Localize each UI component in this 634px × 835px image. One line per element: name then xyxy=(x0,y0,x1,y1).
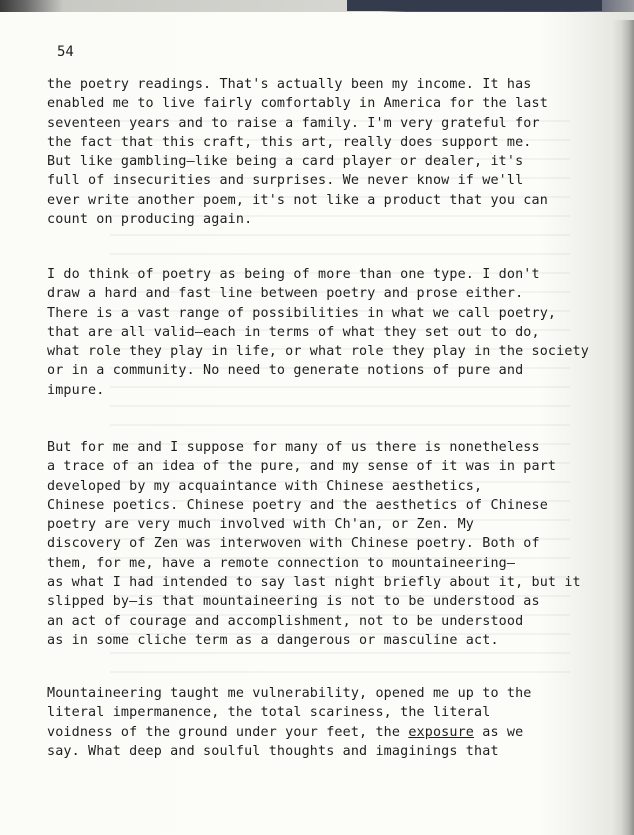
text-line: or in a community. No need to generate notions of pure and xyxy=(47,363,524,379)
text-segment: as we xyxy=(474,724,524,740)
text-line: as what I had intended to say last night briefly about it, but it xyxy=(47,575,581,591)
text-line-with-underline xyxy=(47,723,587,742)
text-line: an act of courage and accomplishment, not to be understood xyxy=(47,613,524,629)
paragraph-4 xyxy=(47,684,587,761)
text-line: say. What deep and soulful thoughts and imaginings that xyxy=(47,743,499,759)
text-line: a trace of an idea of the pure, and my sense of it was in part xyxy=(47,459,557,475)
text-line: the fact that this craft, this art, really does support me. xyxy=(47,134,532,150)
text-line: discovery of Zen was interwoven with Chinese poetry. Both of xyxy=(47,536,540,552)
text-line: as in some cliche term as a dangerous or masculine act. xyxy=(47,632,499,648)
text-line: developed by my acquaintance with Chinese aesthetics, xyxy=(47,478,483,494)
text-line: But like gambling—like being a card player or dealer, it's xyxy=(47,154,524,170)
text-line: full of insecurities and surprises. We never know if we'll xyxy=(47,173,524,189)
text-line: slipped by—is that mountaineering is not to be understood as xyxy=(47,594,540,610)
text-line: Mountaineering taught me vulnerability, opened me up to the xyxy=(47,686,532,701)
text-line: Chinese poetics. Chinese poetry and the aesthetics of Chinese xyxy=(47,497,548,513)
text-line: seventeen years and to raise a family. I'm very grateful for xyxy=(47,115,540,131)
text-line: them, for me, have a remote connection to mountaineering— xyxy=(47,555,516,571)
text-line: enabled me to live fairly comfortably in America for the last xyxy=(47,96,548,112)
text-line: draw a hard and fast line between poetry and prose either. xyxy=(47,286,524,302)
text-line: poetry are very much involved with Ch'an, or Zen. My xyxy=(47,517,475,533)
text-line: impure. xyxy=(47,382,105,398)
book-spine-shadow xyxy=(612,20,634,835)
underlined-word: exposure xyxy=(408,724,475,740)
paragraph-1 xyxy=(47,75,587,229)
text-line: the poetry readings. That's actually been my income. It has xyxy=(47,77,532,92)
text-line: ever write another poem, it's not like a product that you can xyxy=(47,192,548,208)
text-line: that are all valid—each in terms of what they set out to do, xyxy=(47,324,540,340)
text-line: literal impermanence, the total scariness, the literal xyxy=(47,705,491,721)
text-line: I do think of poetry as being of more than one type. I don't xyxy=(47,267,540,282)
page-number: 54 xyxy=(57,44,74,60)
text-line: There is a vast range of possibilities in what we call poetry, xyxy=(47,305,557,321)
scan-top-dark-band xyxy=(347,0,602,11)
text-line: what role they play in life, or what role they play in the society xyxy=(47,344,589,360)
paragraph-2 xyxy=(47,265,587,400)
text-segment: voidness of the ground under your feet, the xyxy=(47,724,409,740)
paragraph-3 xyxy=(47,438,587,650)
text-line: count on producing again. xyxy=(47,212,253,228)
text-line: But for me and I suppose for many of us there is nonetheless xyxy=(47,440,540,455)
